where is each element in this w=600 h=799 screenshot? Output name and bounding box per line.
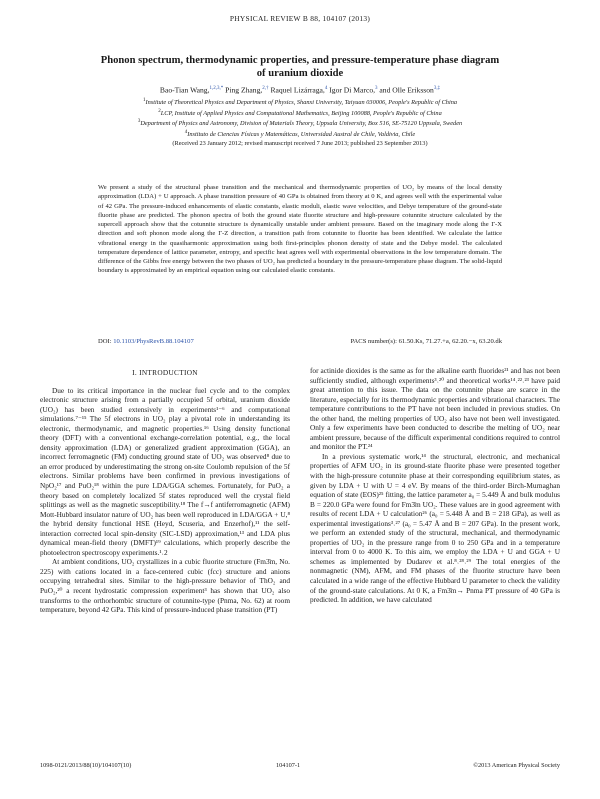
author-affil-marker[interactable]: 1,2,3,* (209, 86, 224, 91)
abstract: We present a study of the structural phase transition and the mechanical and thermodynamic properties of UO₂ by means of the local density approximation (LDA) + U approach. A phase transition pressure of 40 GPa is obtained from theory at 0 K, and agrees well with the experimental value of 42 GPa. The pressure-induced enhancements of elastic constants, elastic moduli, elastic wave velocities, and Debye temperature of the ground-state fluorite phase are predicted. The phonon spectra of both the ground state fluorite structure and high-pressure cotunnite structure calculated by the supercell approach show that the cotunnite structure is dynamically unstable under ambient pressure. Based on the imaginary mode along the Γ-X direction and soft phonon mode along the Γ-Z direction, a transition path from cotunnite to fluorite has been identified. We calculate the lattice vibrational energy in the quasiharmonic approximation using both first-principles phonon density of state and the Debye model. The calculated temperature dependence of lattice parameter, entropy, and specific heat agrees well with experimental observations in the low temperature domain. The difference of the Gibbs free energy between the two phases of UO₂ has predicted a boundary in the pressure-temperature phase diagram. The solid-liquid boundary is approximated by an empirical equation using our calculated elastic constants. (98, 184, 502, 275)
author-name: Raquel Lizárraga, (270, 85, 325, 95)
affiliations (50, 97, 550, 148)
author-affil-marker[interactable]: 2,† (262, 86, 269, 91)
affiliation-4: $^4$Instituto de Ciencias Físicas y Matemáticas, Universidad Austral de Chile, Valdivia, Chile (184, 130, 416, 139)
title-line-2: of uranium dioxide (256, 68, 344, 79)
intro-paragraph-2: At ambient conditions, UO₂ crystallizes in a cubic fluorite structure (Fm3̄m, No. 225) with cations located in a face-centered cubic (fcc) structure and anions occupying tetrahedral sites. Similar to the high-pressure behavior of ThO₂ and PuO₂,²⁰ a recent hydrostatic compression experiment³ has shown that UO₂ also transforms to the orthorhombic structure of cotunnite-type (Pnma, No. 62) at room temperature, beyond 42 GPa. This kind of pressure-induced phase transition (PT) (40, 557, 290, 615)
author-affil-marker[interactable]: 3,‡ (433, 86, 441, 91)
paper-title (60, 54, 540, 80)
footer-issn: 1098-0121/2013/88(10)/104107(10) (40, 762, 132, 769)
pacs-numbers: PACS number(s): 61.50.Ks, 71.27.+a, 62.20.−x, 63.20.dk (350, 338, 502, 345)
received-dates: (Received 23 January 2012; revised manuscript received 7 June 2013; published 23 September 2013) (172, 139, 428, 147)
author-affil-marker[interactable]: 3 (375, 86, 378, 91)
intro-paragraph-3: for actinide dioxides is the same as for the alkaline earth fluorides²¹ and has not been sufficiently studied, although experiments³˒²⁰ and theoretical works¹⁴˒²²˒²³ have paid great attention to this issue. The data on the cotunnite phase are scarce in the literature, especially for its thermodynamic properties and vibrational characters. The temperature contributions to the PT have not been included in previous studies. On the other hand, the melting properties of UO₂ also have not been well investigated. Only a few experiments have been conducted to describe the melting of UO₂ near ambient pressure, because of the difficult experimental conditions required to control and monitor the PT.²⁴ (310, 366, 560, 452)
footer-page-number: 104107-1 (276, 762, 301, 769)
doi-link[interactable]: 10.1103/PhysRevB.88.104107 (113, 338, 194, 345)
author-affil-marker[interactable]: 4 (324, 86, 328, 91)
author-name: and Olle Eriksson (379, 85, 434, 95)
left-column (40, 366, 290, 615)
journal-header: PHYSICAL REVIEW B 88, 104107 (2013) (229, 14, 371, 23)
intro-paragraph-4: In a previous systematic work,¹⁴ the structural, electronic, and mechanical properties of AFM UO₂ in its ground-state fluorite phase were presented together with the high-pressure cotunnite phase at their corresponding equilibrium states, as given by LDA + U with U = 4 eV. By means of the third-order Birch-Murnaghan equation of state (EOS)²⁵ fitting, the lattice parameter a₀ = 5.449 Å and bulk modulus B = 220.0 GPa were found for Fm3̄m UO₂. These values are in good agreement with results of recent LDA + U calculation²⁶ (a₀ = 5.448 Å and B = 218 GPa), as well as experimental investigations³˒²⁷ (a₀ = 5.47 Å and B = 207 GPa). In the present work, we perform an extended study of the structural, mechanical, and thermodynamic properties of UO₂ in the pressure range from 0 to 250 GPa and in a temperature interval from 0 to 4000 K. To this aim, we employ the LDA + U and GGA + U schemes as implemented by Dudarev et al.⁸˒²⁸˒²⁹ The total energies of the nonmagnetic (NM), AFM, and FM phases of the fluorite structure have been calculated in a wide range of the effective Hubbard U parameter to check the validity of the ground-state calculations. At 0 K, a Fm3̄m→ Pnma PT pressure of 40 GPa is predicted. In addition, we have calculated (310, 451, 560, 605)
author-name: Ping Zhang, (225, 85, 263, 95)
intro-paragraph-1: Due to its critical importance in the nuclear fuel cycle and to the complex electronic structure arising from a partially occupied 5f orbital, uranium dioxide (UO₂) has been studied extensively in experiments¹⁻⁶ and computational simulations.⁷⁻¹⁵ The 5f electrons in UO₂ play a pivotal role in understanding its electronic, thermodynamic, and magnetic properties.¹⁶ Using density functional theory (DFT) with a conventional exchange-correlation potential, e.g., the local density approximation (LDA) or generalized gradient approximation (GGA), an incorrect ferromagnetic (FM) conducting ground state of UO₂ was observed⁸ due to an error produced by underestimating the strong on-site Coulomb repulsion of the 5f electrons. Similar problems have been confirmed in previous investigations of NpO₂¹⁷ and PuO₂¹⁸ within the pure LDA/GGA schemes. Fortunately, for PuO₂ a theory based on completely localized 5f states reproduced well the crystal field splittings as well as the magnetic susceptibility.¹⁸ The f→f antiferromagnetic (AFM) Mott-Hubbard insulator nature of UO₂ has been well reproduced in LDA/GGA + U,⁸ the hybrid density functional HSE (Heyd, Scuseria, and Enzerhof),¹¹ the self-interaction corrected local spin-density (SIC-LSD) approximation,¹³ and LDA plus dynamical mean-field theory (DMFT)¹⁹ calculations, which properly describe the photoelectron spectroscopy experiments.¹˒2 (40, 385, 290, 557)
author-name: Igor Di Marco, (329, 85, 376, 95)
doi: DOI: 10.1103/PhysRevB.88.104107 (98, 338, 194, 345)
footer-copyright: ©2013 American Physical Society (473, 762, 560, 769)
affiliation-3: $^3$Department of Physics and Astronomy, Division of Materials Theory, Uppsala University, Box 516, SE-75120 Uppsala, Sweden (137, 119, 463, 128)
affiliation-2: $^2$LCP, Institute of Applied Physics and Computational Mathematics, Beijing 100088, People's Republic of China (158, 108, 442, 117)
title-line-1: Phonon spectrum, thermodynamic properties, and pressure-temperature phase diagram (100, 55, 500, 66)
right-column (310, 366, 560, 605)
author-name: Bao-Tian Wang, (159, 85, 210, 95)
author-list (40, 84, 560, 96)
affiliation-1: $^1$Institute of Theoretical Physics and Department of Physics, Shanxi University, Taiyuan 030006, People's Republic of China (143, 98, 457, 107)
section-heading: I. INTRODUCTION (132, 368, 198, 377)
